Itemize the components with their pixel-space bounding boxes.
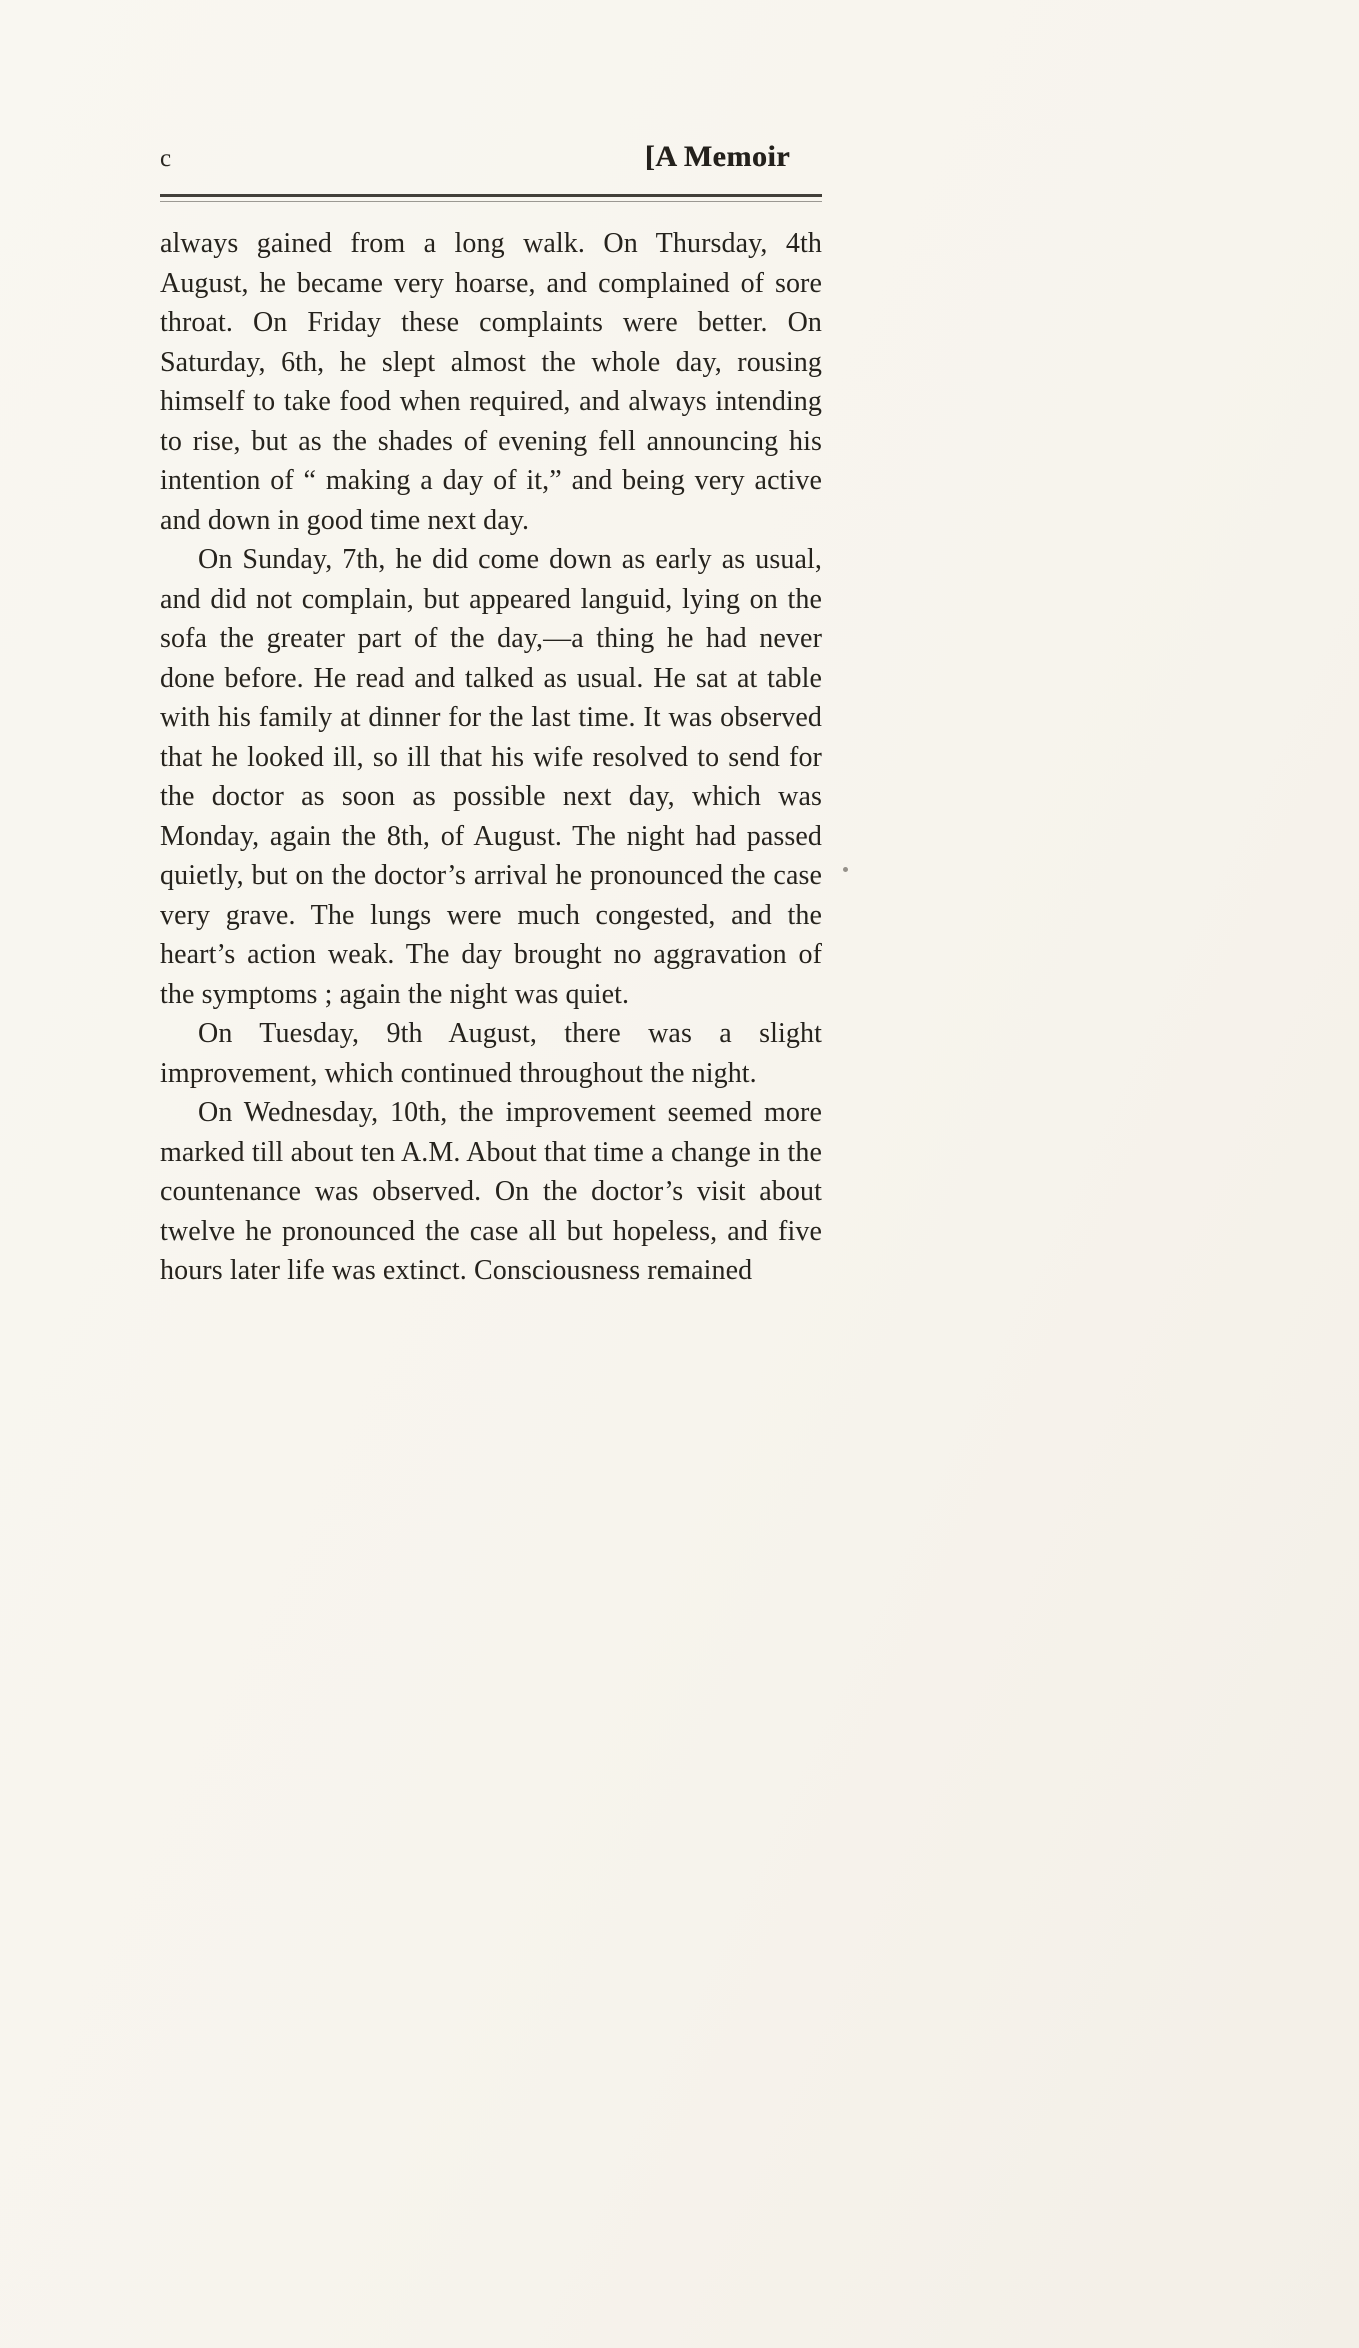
signature-mark: c (160, 145, 173, 172)
running-title: [A Memoir (644, 140, 790, 173)
paragraph: On Sunday, 7th, he did come down as early as usual, and did not complain, but appeared languid, lying on the sofa the greater part of the day,—a thing he had never done before. He read and talked as usual. He sat at table with his family at dinner for the last time. It was observed that he looked ill, so ill that his wife resolved to send for the doctor as soon as possible next day, which was Monday, again the 8th, of August. The night had passed quietly, but on the doctor’s arrival he pronounced the case very grave. The lungs were much congested, and the heart’s action weak. The day brought no aggravation of the symptoms ; again the night was quiet. (160, 544, 822, 1010)
paragraph: On Wednesday, 10th, the improvement seemed more marked till about ten A.M. About that time a change in the countenance was observed. On the doctor’s visit about twelve he pronounced the case all but hopeless, and five hours later life was extinct. Consciousness remained (160, 1097, 822, 1286)
page-header (160, 140, 822, 180)
text-column (160, 140, 822, 1291)
paragraph: always gained from a long walk. On Thursday, 4th August, he became very hoarse, and complained of sore throat. On Friday these complaints were better. On Saturday, 6th, he slept almost the whole day, rousing himself to take food when required, and always intending to rise, but as the shades of evening fell announcing his intention of “ making a day of it,” and being very active and down in good time next day. (160, 228, 822, 536)
scan-speck (843, 867, 848, 872)
page-body (160, 224, 822, 1291)
paragraph: On Tuesday, 9th August, there was a slight improvement, which continued throughout the night. (160, 1018, 822, 1089)
header-rule (160, 194, 822, 202)
